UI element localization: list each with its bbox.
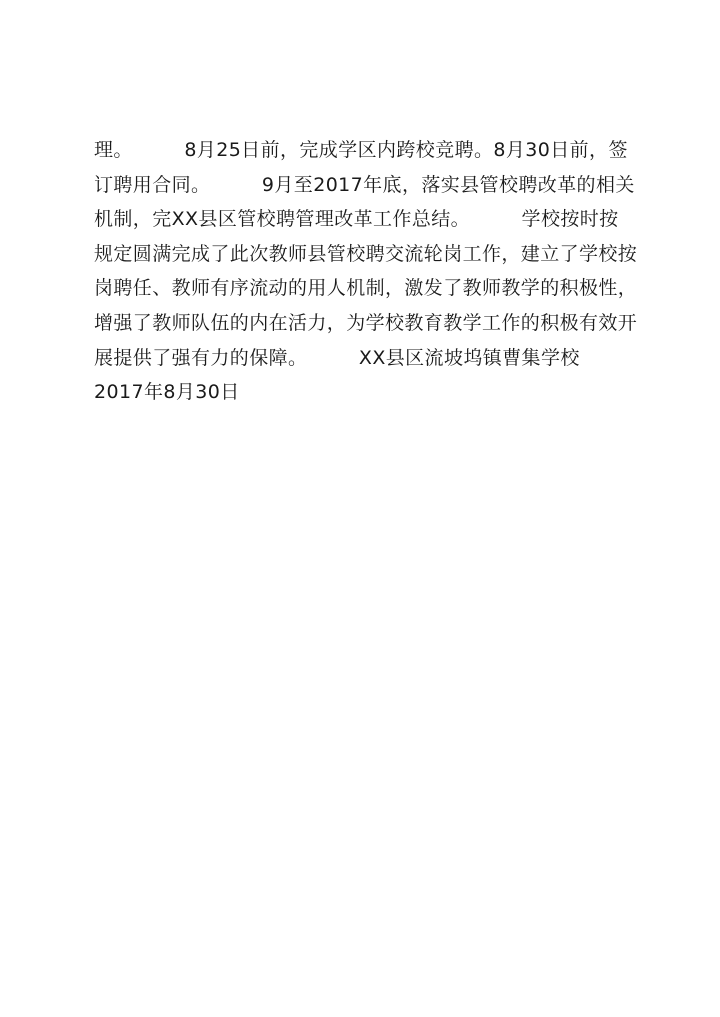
text-line-6: 增强了教师队伍的内在活力，为学校教育教学工作的积极有效开 xyxy=(94,311,638,334)
text-line-1: 理。 8月25日前，完成学区内跨校竞聘。8月30日前，签 xyxy=(94,139,628,161)
text-line-7: 展提供了强有力的保障。 XX县区流坡坞镇曹集学校 xyxy=(94,346,580,369)
text-line-2: 订聘用合同。 9月至2017年底，落实县管校聘改革的相关 xyxy=(94,173,635,196)
text-line-5: 岗聘任、教师有序流动的用人机制，激发了教师教学的积极性， xyxy=(94,277,638,300)
date-line: 2017年8月30日 xyxy=(94,381,240,404)
body-text xyxy=(94,133,654,410)
text-line-3: 机制，完XX县区管校聘管理改革工作总结。 学校按时按 xyxy=(94,208,619,231)
text-line-4: 规定圆满完成了此次教师县管校聘交流轮岗工作，建立了学校按 xyxy=(94,242,638,265)
